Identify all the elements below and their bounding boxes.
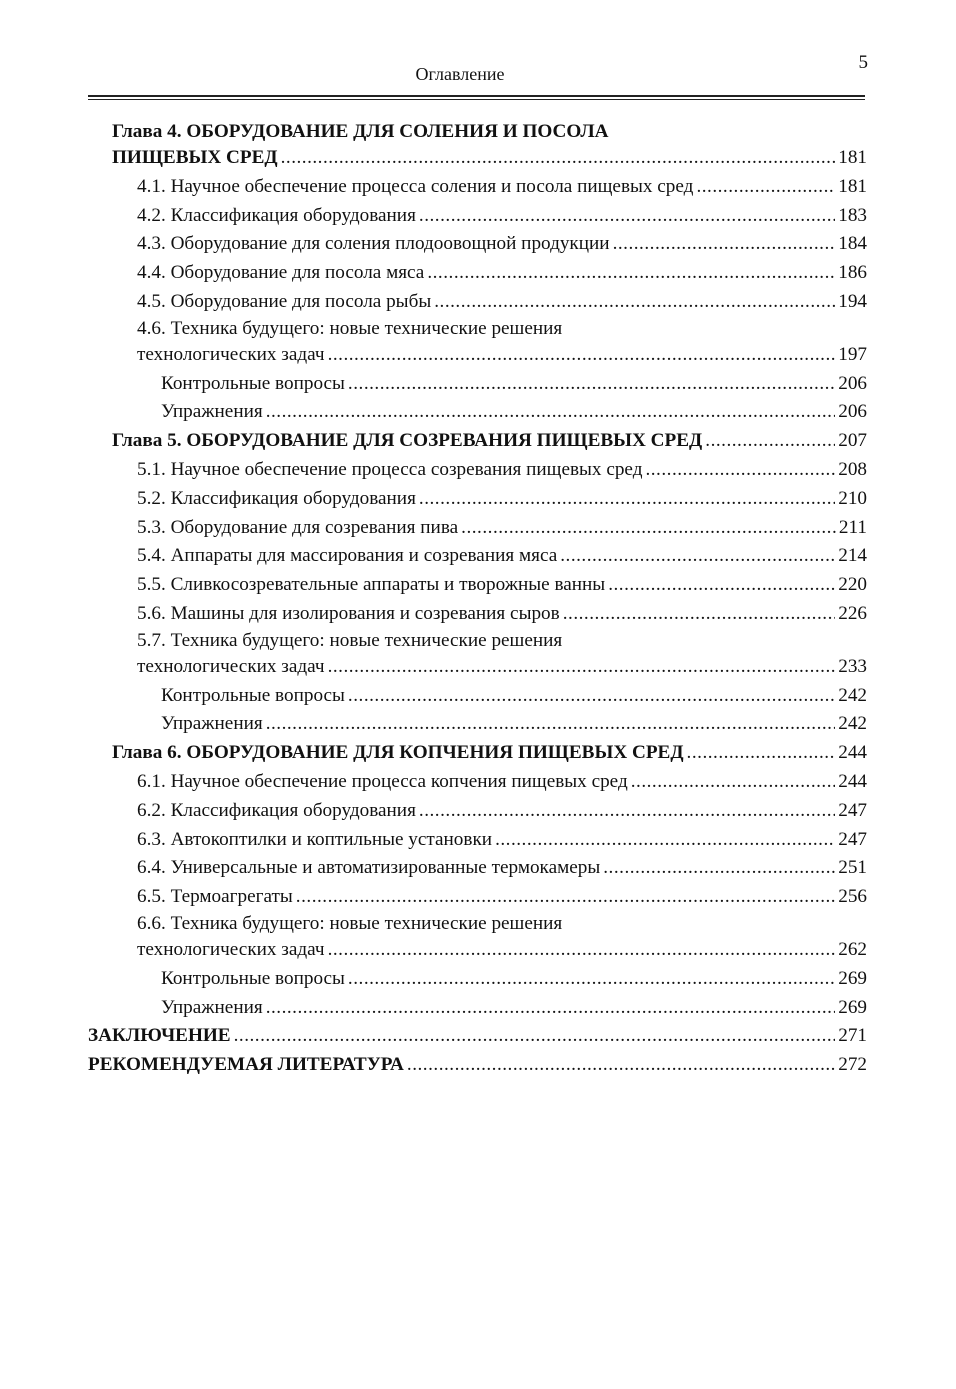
toc-entry-line	[137, 912, 867, 936]
toc-entry-title: 5.1. Научное обеспечение процесса созревания пищевых сред	[137, 458, 643, 480]
toc-entry-title: 5.2. Классификация оборудования	[137, 487, 416, 509]
toc-page-number: 181	[838, 147, 867, 168]
toc-entry-title: Упражнения	[161, 713, 263, 735]
toc-entry	[137, 826, 867, 855]
toc-entry-title: РЕКОМЕНДУЕМАЯ ЛИТЕРАТУРА	[88, 1054, 404, 1076]
toc-page-number: 186	[838, 262, 867, 284]
toc-entry	[137, 854, 867, 883]
toc-entry	[137, 883, 867, 912]
toc-entry	[112, 427, 867, 456]
toc-entry	[137, 288, 867, 317]
toc-entry-title: 6.6. Техника будущего: новые технические решения	[137, 912, 563, 934]
toc-entry	[161, 370, 867, 399]
toc-page-number: 233	[838, 655, 867, 677]
dot-leader	[705, 427, 835, 456]
page-number: 5	[858, 52, 868, 73]
toc-page-number: 247	[838, 828, 867, 850]
dot-leader	[696, 173, 835, 202]
dot-leader	[266, 398, 836, 427]
toc-entry	[112, 739, 867, 768]
toc-entry-line	[137, 173, 867, 202]
toc-page-number: 184	[838, 233, 867, 255]
toc-entry-title: 4.2. Классификация оборудования	[137, 204, 416, 226]
toc-entry-line	[137, 456, 867, 485]
toc-entry-title: 6.1. Научное обеспечение процесса копчения пищевых сред	[137, 770, 628, 792]
toc-page-number: 271	[838, 1025, 867, 1047]
toc-entry-title: 5.4. Аппараты для массирования и созревания мяса	[137, 545, 558, 567]
toc-entry	[137, 485, 867, 514]
toc-entry-title: Упражнения	[161, 401, 263, 423]
toc-page-number: 207	[838, 430, 867, 452]
toc-page-number: 269	[838, 967, 867, 989]
dot-leader	[328, 341, 836, 370]
toc-entry-line	[161, 370, 867, 399]
toc-entry	[137, 317, 867, 370]
toc-entry-title: Контрольные вопросы	[161, 967, 345, 989]
toc-entry-line	[112, 739, 867, 768]
toc-entry-line	[137, 600, 867, 629]
toc-entry-title: 5.3. Оборудование для созревания пива	[137, 516, 459, 538]
toc-entry-line	[161, 710, 867, 739]
toc-entry-line	[137, 259, 867, 288]
toc-entry-line	[137, 288, 867, 317]
toc-entry-title: 6.5. Термоагрегаты	[137, 886, 293, 908]
toc-entry-line	[112, 144, 867, 173]
toc-page-number: 210	[838, 487, 867, 509]
toc-entry	[88, 1051, 867, 1080]
toc-entry-title: 4.4. Оборудование для посола мяса	[137, 262, 425, 284]
toc-entry-line	[161, 965, 867, 994]
toc-page-number: 256	[838, 886, 867, 908]
dot-leader	[687, 739, 836, 768]
toc-entry-line	[137, 797, 867, 826]
toc-entry-title: 6.3. Автокоптилки и коптильные установки	[137, 828, 493, 850]
toc-entry-title: Глава 4. ОБОРУДОВАНИЕ ДЛЯ СОЛЕНИЯ И ПОСОЛА	[112, 121, 609, 142]
header-rule-thin	[88, 99, 865, 100]
toc-entry-title: технологических задач	[137, 938, 325, 960]
toc-entry-title: технологических задач	[137, 655, 325, 677]
dot-leader	[281, 144, 836, 173]
toc-entry	[161, 398, 867, 427]
toc-entry-title: 6.2. Классификация оборудования	[137, 799, 416, 821]
toc-entry-title: 4.3. Оборудование для соления плодоовощной продукции	[137, 233, 610, 255]
toc-entry-title: 4.5. Оборудование для посола рыбы	[137, 290, 432, 312]
toc-entry	[137, 202, 867, 231]
toc-page-number: 242	[838, 713, 867, 735]
toc-entry-title: технологических задач	[137, 343, 325, 365]
toc-page-number: 214	[838, 545, 867, 567]
toc-entry-line	[137, 230, 867, 259]
toc-entry	[137, 768, 867, 797]
toc-page-number: 244	[838, 770, 867, 792]
toc-entry	[88, 1022, 867, 1051]
toc-entry-line	[137, 883, 867, 912]
toc-entry-line	[137, 653, 867, 682]
toc-entry-line	[137, 514, 867, 543]
toc-entry-line	[137, 826, 867, 855]
toc-page-number: 244	[838, 742, 867, 764]
dot-leader	[419, 797, 835, 826]
toc-entry-title: Глава 5. ОБОРУДОВАНИЕ ДЛЯ СОЗРЕВАНИЯ ПИЩЕВЫХ СРЕД	[112, 430, 703, 452]
dot-leader	[328, 653, 836, 682]
toc-entry	[137, 259, 867, 288]
toc-entry-title: 5.5. Сливкосозревательные аппараты и творожные ванны	[137, 574, 606, 596]
dot-leader	[266, 994, 836, 1023]
toc-entry	[161, 682, 867, 711]
toc-page-number: 194	[838, 290, 867, 312]
table-of-contents	[0, 120, 956, 1080]
toc-entry	[137, 542, 867, 571]
toc-entry	[161, 965, 867, 994]
toc-page-number: 208	[838, 458, 867, 480]
toc-entry	[137, 629, 867, 682]
dot-leader	[419, 485, 835, 514]
toc-entry-line	[88, 1051, 867, 1080]
toc-page-number: 269	[838, 996, 867, 1018]
toc-entry	[112, 120, 867, 173]
toc-entry	[137, 173, 867, 202]
dot-leader	[348, 965, 835, 994]
toc-page-number: 197	[838, 343, 867, 365]
dot-leader	[266, 710, 836, 739]
toc-page-number: 183	[838, 204, 867, 226]
dot-leader	[603, 854, 835, 883]
dot-leader	[419, 202, 835, 231]
toc-entry-title: 4.1. Научное обеспечение процесса соления и посола пищевых сред	[137, 175, 694, 197]
toc-page-number: 211	[838, 516, 867, 538]
toc-entry-title: ЗАКЛЮЧЕНИЕ	[88, 1025, 231, 1047]
dot-leader	[427, 259, 835, 288]
dot-leader	[296, 883, 835, 912]
toc-entry-line	[161, 682, 867, 711]
toc-entry-line	[137, 341, 867, 370]
toc-entry-line	[137, 571, 867, 600]
toc-entry	[137, 456, 867, 485]
toc-entry	[161, 710, 867, 739]
toc-entry-title: 5.6. Машины для изолирования и созревания сыров	[137, 602, 560, 624]
toc-entry-title: 5.7. Техника будущего: новые технические решения	[137, 629, 563, 651]
toc-entry-line	[137, 768, 867, 797]
header-rule-thick	[88, 95, 865, 97]
toc-entry	[161, 994, 867, 1023]
dot-leader	[234, 1022, 836, 1051]
toc-entry	[137, 571, 867, 600]
toc-entry-line	[161, 398, 867, 427]
toc-entry-line	[112, 120, 867, 144]
toc-page-number: 262	[838, 938, 867, 960]
toc-entry-line	[137, 854, 867, 883]
toc-entry-title: Упражнения	[161, 996, 263, 1018]
toc-page-number: 220	[838, 574, 867, 596]
toc-entry-line	[137, 485, 867, 514]
dot-leader	[563, 600, 836, 629]
dot-leader	[328, 936, 836, 965]
toc-page-number: 251	[838, 857, 867, 879]
toc-page-number: 226	[838, 602, 867, 624]
dot-leader	[407, 1051, 835, 1080]
toc-page-number: 247	[838, 799, 867, 821]
running-title: Оглавление	[415, 64, 505, 84]
toc-entry-line	[88, 1022, 867, 1051]
toc-entry-title: 4.6. Техника будущего: новые технические решения	[137, 317, 563, 339]
toc-entry	[137, 912, 867, 965]
dot-leader	[613, 230, 836, 259]
toc-entry	[137, 600, 867, 629]
toc-entry-title: Контрольные вопросы	[161, 684, 345, 706]
dot-leader	[645, 456, 835, 485]
dot-leader	[608, 571, 835, 600]
toc-entry-title: Глава 6. ОБОРУДОВАНИЕ ДЛЯ КОПЧЕНИЯ ПИЩЕВЫХ СРЕД	[112, 742, 684, 764]
dot-leader	[560, 542, 835, 571]
toc-entry-title: Контрольные вопросы	[161, 372, 345, 394]
toc-entry	[137, 514, 867, 543]
toc-entry-line	[161, 994, 867, 1023]
toc-entry-line	[112, 427, 867, 456]
dot-leader	[631, 768, 836, 797]
toc-entry-line	[137, 936, 867, 965]
toc-entry-line	[137, 542, 867, 571]
toc-page-number: 272	[838, 1054, 867, 1076]
toc-page-number: 242	[838, 684, 867, 706]
toc-entry	[137, 230, 867, 259]
toc-entry-line	[137, 629, 867, 653]
toc-entry-title: 6.4. Универсальные и автоматизированные термокамеры	[137, 857, 601, 879]
dot-leader	[348, 370, 835, 399]
dot-leader	[348, 682, 835, 711]
dot-leader	[434, 288, 835, 317]
toc-entry-line	[137, 317, 867, 341]
dot-leader	[495, 826, 835, 855]
toc-entry-title: ПИЩЕВЫХ СРЕД	[112, 147, 278, 168]
toc-entry	[137, 797, 867, 826]
toc-page-number: 181	[838, 175, 867, 197]
toc-page-number: 206	[838, 401, 867, 423]
dot-leader	[461, 514, 836, 543]
toc-entry-line	[137, 202, 867, 231]
toc-page-number: 206	[838, 372, 867, 394]
